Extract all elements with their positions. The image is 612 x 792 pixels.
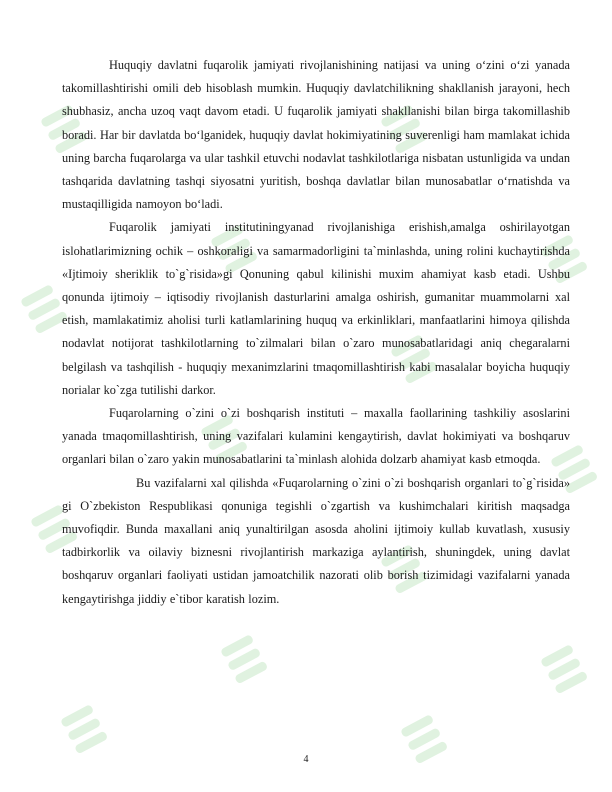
paragraph-1: Huquqiy davlatni fuqarolik jamiyati rivojlanishining natijasi va uning o‘zini o‘zi yanada takomillashtirishi omili deb hisoblash mumkin. Huquqiy davlatchilikning shakllanish jarayoni, hech shubhasiz, ancha uzoq vaqt davom etadi. U fuqarolik jamiyati shakllanishi bilan birga takomillashib boradi. Har bir davlatda bo‘lganidek, huquqiy davlat hokimiyatining suverenligi ham mamlakat ichida uning barcha fuqarolarga va ular tashkil etuvchi nodavlat tashkilotlariga nisbatan ustunligida va undan tashqarida davlatning tashqi siyosatni yuritish, boshqa davlatlar bilan munosabatlar o‘rnatishda va mustaqilligida namoyon bo‘ladi. <box>62 58 570 212</box>
paragraph-3: Fuqarolarning o`zini o`zi boshqarish instituti – maxalla faollarining tashkiliy asoslarini yanada tmaqomillashtirish, uning vazifalari kulamini kengaytirish, davlat hokimiyati va boshqaruv organlari bilan o`zaro yakin munosabatlarini ta`minlash alohida dolzarb ahamiyat kasb etmoqda. <box>62 406 570 467</box>
page-number: 4 <box>303 754 309 765</box>
page-body <box>62 54 570 611</box>
paragraph-4: Bu vazifalarni xal qilishda «Fuqarolarning o`zini o`zi boshqarish organlari to`g`risida» gi O`zbekiston Respublikasi qonuniga tegishli o`zgartish va kushimchalari kiritish maqsadga muvofiqdir. Bunda maxallani aniq yunaltirilgan asosda aholini ijtimoiy kullab kuvatlash, xususiy tadbirkorlik va oilaviy biznesni rivojlantirish markaziga aylantirish, shuningdek, uning davlat boshqaruv organlari faoliyati ustidan jamoatchilik nazorati olib borish tizimidagi vazifalarni yanada kengaytirishga jiddiy e`tibor karatish lozim. <box>62 475 570 606</box>
paragraph-2: Fuqarolik jamiyati institutiningyanad rivojlanishiga erishish,amalga oshirilayotgan islohatlarimizning ochik – oshkoraligi va samarmadorligini ta`minlashda, uning rolini kuchaytirishda «Ijtimoiy sheriklik to`g`risida»gi Qonuning qabul kilinishi muxim ahamiyat kasb etadi. Ushbu qonunda ijtimoiy – iqtisodiy rivojlanish dasturlarini amalga oshirish, gumanitar muammolarni xal etish, mamlakatimiz aholisi turli katlamlarining huquq va erkinliklari, manfaatlarini himoya qilishda nodavlat notijorat tashkilotlarning to`zilmalari bilan o`zaro munosabatlaridagi aniq chegaralarni belgilash va tashqilish - huquqiy mexanimzlarini tmaqomillashtirish kabi masalalar boyicha huquqiy norialar ko`zga tutilishi darkor. <box>62 220 570 397</box>
